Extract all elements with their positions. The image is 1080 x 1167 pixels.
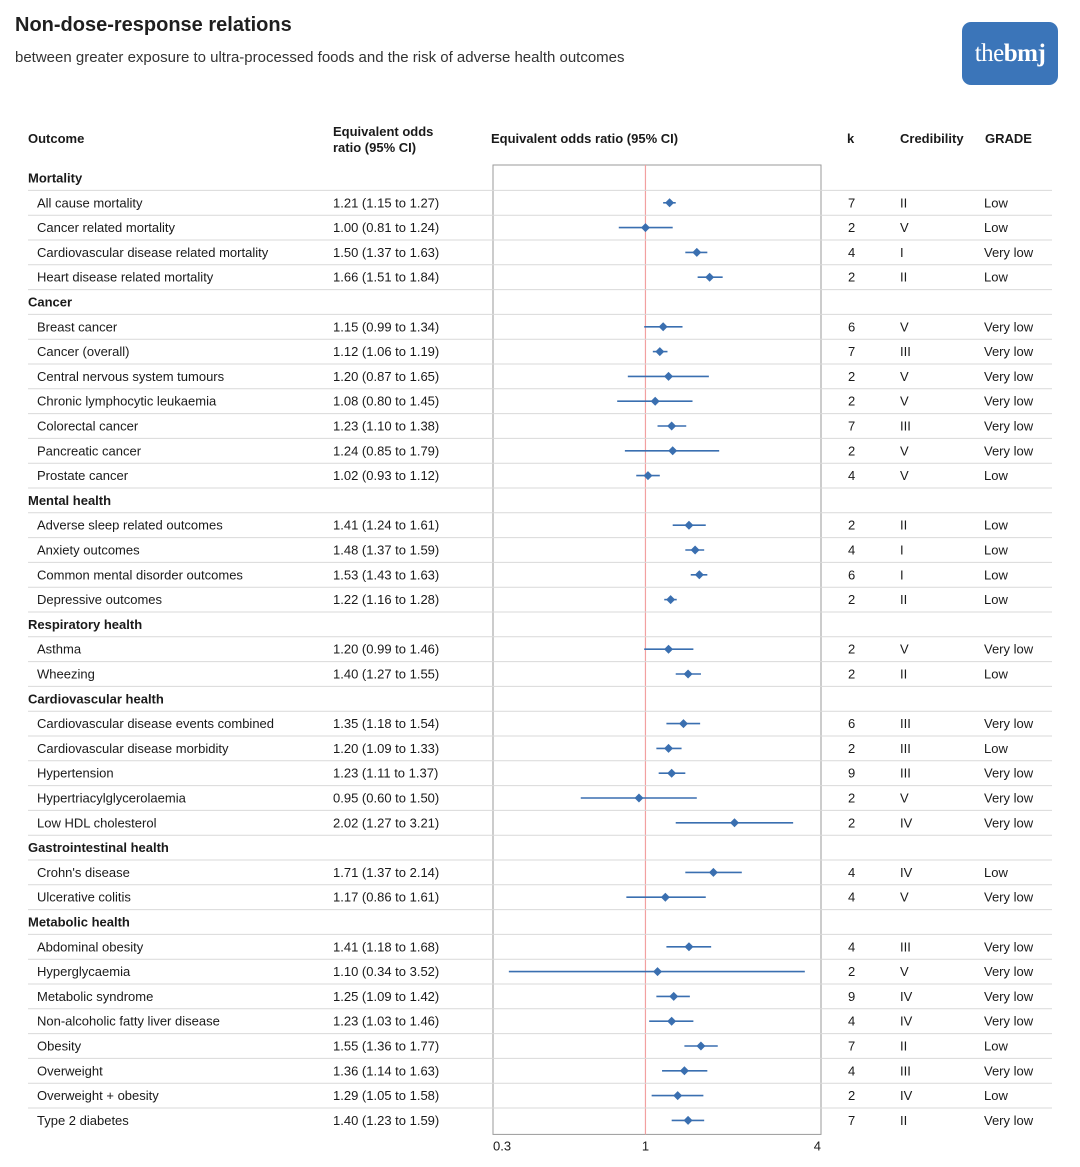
outcome-label: Pancreatic cancer: [37, 443, 142, 459]
odds-ratio-value: 1.24 (0.85 to 1.79): [333, 443, 440, 459]
odds-ratio-value: 1.17 (0.86 to 1.61): [333, 889, 440, 905]
credibility-value: V: [900, 790, 909, 806]
credibility-value: III: [900, 939, 911, 955]
outcome-label: Chronic lymphocytic leukaemia: [37, 393, 217, 409]
outcome-label: Anxiety outcomes: [37, 542, 140, 558]
group-heading: Metabolic health: [28, 914, 130, 930]
credibility-value: V: [900, 889, 909, 905]
grade-value: Low: [984, 195, 1008, 211]
k-value: 7: [848, 1038, 856, 1054]
odds-ratio-value: 1.41 (1.18 to 1.68): [333, 939, 440, 955]
credibility-value: V: [900, 220, 909, 236]
k-value: 4: [848, 939, 856, 955]
credibility-value: IV: [900, 1088, 913, 1104]
point-estimate-marker: [684, 521, 693, 530]
odds-ratio-value: 1.36 (1.14 to 1.63): [333, 1063, 440, 1079]
outcome-label: Asthma: [37, 641, 82, 657]
point-estimate-marker: [634, 794, 643, 803]
k-value: 6: [848, 319, 856, 335]
credibility-value: I: [900, 244, 904, 260]
credibility-value: V: [900, 468, 909, 484]
grade-value: Very low: [984, 1013, 1034, 1029]
credibility-value: II: [900, 195, 908, 211]
odds-ratio-value: 1.20 (0.99 to 1.46): [333, 641, 440, 657]
point-estimate-marker: [666, 595, 675, 604]
point-estimate-marker: [643, 471, 652, 480]
credibility-value: II: [900, 269, 908, 285]
grade-value: Very low: [984, 939, 1034, 955]
point-estimate-marker: [705, 273, 714, 282]
odds-ratio-value: 1.15 (0.99 to 1.34): [333, 319, 440, 335]
grade-value: Very low: [984, 765, 1034, 781]
credibility-value: V: [900, 443, 909, 459]
grade-value: Very low: [984, 988, 1034, 1004]
odds-ratio-value: 0.95 (0.60 to 1.50): [333, 790, 440, 806]
credibility-value: II: [900, 1112, 908, 1128]
group-heading: Mortality: [28, 170, 83, 186]
header-grade: GRADE: [985, 131, 1032, 146]
point-estimate-marker: [655, 347, 664, 356]
grade-value: Low: [984, 542, 1008, 558]
header-odds-ratio-line1: Equivalent odds: [333, 124, 434, 139]
header-credibility: Credibility: [900, 131, 964, 146]
credibility-value: V: [900, 368, 909, 384]
odds-ratio-value: 1.53 (1.43 to 1.63): [333, 567, 440, 583]
k-value: 6: [848, 567, 856, 583]
outcome-label: Hypertension: [37, 765, 114, 781]
outcome-label: Hypertriacylglycerolaemia: [37, 790, 186, 806]
point-estimate-marker: [668, 446, 677, 455]
point-estimate-marker: [667, 769, 676, 778]
group-heading: Gastrointestinal health: [28, 840, 169, 856]
x-tick-label: 0.3: [493, 1138, 512, 1154]
grade-value: Low: [984, 1088, 1008, 1104]
point-estimate-marker: [641, 223, 650, 232]
credibility-value: III: [900, 1063, 911, 1079]
k-value: 2: [848, 790, 856, 806]
point-estimate-marker: [664, 372, 673, 381]
outcome-label: Heart disease related mortality: [37, 269, 214, 285]
outcome-label: Low HDL cholesterol: [37, 815, 157, 831]
k-value: 2: [848, 1088, 856, 1104]
credibility-value: II: [900, 666, 908, 682]
odds-ratio-value: 1.00 (0.81 to 1.24): [333, 220, 440, 236]
odds-ratio-value: 1.23 (1.10 to 1.38): [333, 418, 440, 434]
outcome-label: Adverse sleep related outcomes: [37, 517, 223, 533]
logo-prefix: the: [974, 39, 1004, 67]
k-value: 2: [848, 641, 856, 657]
k-value: 2: [848, 740, 856, 756]
grade-value: Very low: [984, 443, 1034, 459]
grade-value: Very low: [984, 716, 1034, 732]
point-estimate-marker: [696, 1042, 705, 1051]
credibility-value: I: [900, 567, 904, 583]
grade-value: Low: [984, 269, 1008, 285]
header-k: k: [847, 131, 855, 146]
grade-value: Very low: [984, 1112, 1034, 1128]
odds-ratio-value: 1.50 (1.37 to 1.63): [333, 244, 440, 260]
odds-ratio-value: 1.66 (1.51 to 1.84): [333, 269, 440, 285]
outcome-label: Wheezing: [37, 666, 95, 682]
k-value: 2: [848, 393, 856, 409]
k-value: 4: [848, 244, 856, 260]
point-estimate-marker: [664, 744, 673, 753]
grade-value: Very low: [984, 319, 1034, 335]
k-value: 2: [848, 220, 856, 236]
credibility-value: V: [900, 964, 909, 980]
odds-ratio-value: 1.55 (1.36 to 1.77): [333, 1038, 440, 1054]
outcome-label: Cancer (overall): [37, 344, 130, 360]
outcome-label: Cardiovascular disease morbidity: [37, 740, 229, 756]
point-estimate-marker: [730, 818, 739, 827]
credibility-value: II: [900, 592, 908, 608]
credibility-value: III: [900, 418, 911, 434]
grade-value: Low: [984, 1038, 1008, 1054]
outcome-label: Non-alcoholic fatty liver disease: [37, 1013, 220, 1029]
k-value: 4: [848, 864, 856, 880]
k-value: 9: [848, 765, 856, 781]
odds-ratio-value: 1.23 (1.03 to 1.46): [333, 1013, 440, 1029]
logo-suffix: bmj: [1003, 39, 1046, 67]
odds-ratio-value: 1.08 (0.80 to 1.45): [333, 393, 440, 409]
grade-value: Low: [984, 517, 1008, 533]
outcome-label: Cardiovascular disease related mortality: [37, 244, 269, 260]
header-odds-ratio-line2: ratio (95% CI): [333, 140, 417, 155]
point-estimate-marker: [684, 670, 693, 679]
k-value: 6: [848, 716, 856, 732]
k-value: 7: [848, 195, 856, 211]
point-estimate-marker: [695, 570, 704, 579]
k-value: 2: [848, 269, 856, 285]
credibility-value: III: [900, 765, 911, 781]
chart-subtitle: between greater exposure to ultra-processed foods and the risk of adverse health outcomes: [15, 49, 625, 66]
point-estimate-marker: [651, 397, 660, 406]
outcome-label: Ulcerative colitis: [37, 889, 131, 905]
grade-value: Low: [984, 740, 1008, 756]
grade-value: Low: [984, 592, 1008, 608]
odds-ratio-value: 1.22 (1.16 to 1.28): [333, 592, 440, 608]
k-value: 2: [848, 666, 856, 682]
odds-ratio-value: 1.23 (1.11 to 1.37): [333, 765, 439, 781]
k-value: 2: [848, 815, 856, 831]
group-heading: Respiratory health: [28, 616, 143, 632]
odds-ratio-value: 1.48 (1.37 to 1.59): [333, 542, 440, 558]
credibility-value: III: [900, 344, 911, 360]
odds-ratio-value: 1.71 (1.37 to 2.14): [333, 864, 440, 880]
point-estimate-marker: [667, 1017, 676, 1026]
point-estimate-marker: [653, 967, 662, 976]
k-value: 7: [848, 1112, 856, 1128]
odds-ratio-value: 1.40 (1.27 to 1.55): [333, 666, 440, 682]
outcome-label: Metabolic syndrome: [37, 988, 154, 1004]
point-estimate-marker: [692, 248, 701, 257]
odds-ratio-value: 1.20 (1.09 to 1.33): [333, 740, 440, 756]
point-estimate-marker: [664, 645, 673, 654]
credibility-value: V: [900, 393, 909, 409]
grade-value: Very low: [984, 641, 1034, 657]
credibility-value: V: [900, 641, 909, 657]
odds-ratio-value: 1.10 (0.34 to 3.52): [333, 964, 440, 980]
outcome-label: Abdominal obesity: [37, 939, 144, 955]
outcome-label: Obesity: [37, 1038, 82, 1054]
odds-ratio-value: 1.25 (1.09 to 1.42): [333, 988, 440, 1004]
grade-value: Very low: [984, 1063, 1034, 1079]
k-value: 7: [848, 418, 856, 434]
point-estimate-marker: [665, 198, 674, 207]
point-estimate-marker: [680, 1066, 689, 1075]
k-value: 2: [848, 964, 856, 980]
point-estimate-marker: [684, 1116, 693, 1125]
k-value: 2: [848, 368, 856, 384]
point-estimate-marker: [679, 719, 688, 728]
grade-value: Low: [984, 220, 1008, 236]
group-heading: Cardiovascular health: [28, 691, 164, 707]
outcome-label: Hyperglycaemia: [37, 964, 131, 980]
grade-value: Low: [984, 567, 1008, 583]
outcome-label: Cardiovascular disease events combined: [37, 716, 275, 732]
k-value: 2: [848, 443, 856, 459]
grade-value: Very low: [984, 815, 1034, 831]
outcome-label: Prostate cancer: [37, 468, 129, 484]
group-heading: Mental health: [28, 492, 112, 508]
odds-ratio-value: 1.29 (1.05 to 1.58): [333, 1088, 440, 1104]
k-value: 9: [848, 988, 856, 1004]
point-estimate-marker: [691, 546, 700, 555]
group-heading: Cancer: [28, 294, 73, 310]
k-value: 4: [848, 1063, 856, 1079]
grade-value: Very low: [984, 244, 1034, 260]
credibility-value: I: [900, 542, 904, 558]
outcome-label: Overweight: [37, 1063, 103, 1079]
grade-value: Very low: [984, 889, 1034, 905]
outcome-label: Colorectal cancer: [37, 418, 139, 434]
outcome-label: Crohn's disease: [37, 864, 130, 880]
k-value: 4: [848, 889, 856, 905]
grade-value: Very low: [984, 964, 1034, 980]
outcome-label: Type 2 diabetes: [37, 1112, 129, 1128]
header-plot: Equivalent odds ratio (95% CI): [491, 131, 679, 146]
credibility-value: II: [900, 1038, 908, 1054]
credibility-value: IV: [900, 864, 913, 880]
k-value: 4: [848, 542, 856, 558]
point-estimate-marker: [709, 868, 718, 877]
k-value: 4: [848, 468, 856, 484]
grade-value: Low: [984, 666, 1008, 682]
odds-ratio-value: 1.20 (0.87 to 1.65): [333, 368, 440, 384]
outcome-label: Cancer related mortality: [37, 220, 175, 236]
point-estimate-marker: [669, 992, 678, 1001]
outcome-label: All cause mortality: [37, 195, 143, 211]
outcome-label: Common mental disorder outcomes: [37, 567, 243, 583]
outcome-label: Overweight + obesity: [37, 1088, 159, 1104]
odds-ratio-value: 1.35 (1.18 to 1.54): [333, 716, 440, 732]
credibility-value: IV: [900, 988, 913, 1004]
grade-value: Very low: [984, 368, 1034, 384]
credibility-value: IV: [900, 1013, 913, 1029]
k-value: 2: [848, 517, 856, 533]
credibility-value: II: [900, 517, 908, 533]
x-tick-label: 4: [813, 1138, 821, 1154]
grade-value: Very low: [984, 418, 1034, 434]
outcome-label: Central nervous system tumours: [37, 368, 225, 384]
credibility-value: III: [900, 740, 911, 756]
point-estimate-marker: [661, 893, 670, 902]
credibility-value: V: [900, 319, 909, 335]
point-estimate-marker: [684, 942, 693, 951]
odds-ratio-value: 1.02 (0.93 to 1.12): [333, 468, 440, 484]
grade-value: Low: [984, 864, 1008, 880]
odds-ratio-value: 2.02 (1.27 to 3.21): [333, 815, 440, 831]
odds-ratio-value: 1.41 (1.24 to 1.61): [333, 517, 440, 533]
chart-title: Non-dose-response relations: [15, 14, 292, 36]
odds-ratio-value: 1.12 (1.06 to 1.19): [333, 344, 440, 360]
x-tick-label: 1: [641, 1138, 650, 1154]
grade-value: Low: [984, 468, 1008, 484]
grade-value: Very low: [984, 393, 1034, 409]
header-outcome: Outcome: [28, 131, 85, 146]
outcome-label: Breast cancer: [37, 319, 118, 335]
grade-value: Very low: [984, 790, 1034, 806]
point-estimate-marker: [667, 422, 676, 431]
k-value: 2: [848, 592, 856, 608]
k-value: 4: [848, 1013, 856, 1029]
grade-value: Very low: [984, 344, 1034, 360]
point-estimate-marker: [659, 322, 668, 331]
k-value: 7: [848, 344, 856, 360]
outcome-label: Depressive outcomes: [37, 592, 162, 608]
odds-ratio-value: 1.21 (1.15 to 1.27): [333, 195, 440, 211]
credibility-value: IV: [900, 815, 913, 831]
point-estimate-marker: [673, 1091, 682, 1100]
credibility-value: III: [900, 716, 911, 732]
odds-ratio-value: 1.40 (1.23 to 1.59): [333, 1112, 440, 1128]
